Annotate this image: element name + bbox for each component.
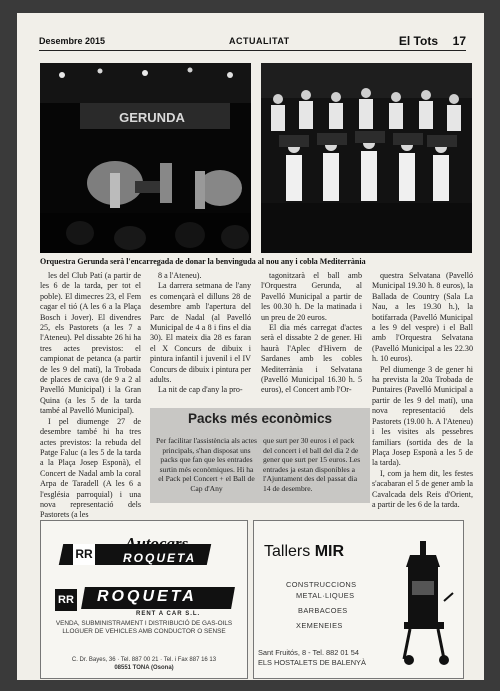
brand-script: Autocars bbox=[125, 534, 189, 553]
packs-title: Packs més econòmics bbox=[187, 411, 333, 426]
ad-line-2: LLOGUER DE VEHICLES AMB CONDUCTOR O SENSE bbox=[62, 628, 226, 635]
packs-text-left: Per facilitar l'assistència als actes principals, s'han disposat uns packs que fan que les entrades surtin més econòmiques. Hi ha el Pack pel Concert + el Ball de Cap d'Any bbox=[156, 436, 257, 493]
paragraph: I pel diumenge 27 de desembre també hi ha tres actes previstos: la rebuda del Patge Faluc (a les 5 de la tarda a la Plaça Josep Esponà), el Concert de Nadal amb la coral Arpa de Taradell (A les 6 a l'església parroquial) i una nova representació dels Pastorets (a les bbox=[40, 416, 141, 520]
paragraph: tagonitzarà el ball amb l'Orquestra Gerunda, al Pavelló Municipal a partir de les 00.30 h. De la matinada i un preu de 20 euros. bbox=[261, 271, 362, 322]
concert-photo bbox=[40, 63, 251, 253]
mir-service: BARBACOES bbox=[298, 606, 348, 615]
ad-line-1: VENDA, SUBMINISTRAMENT I DISTRIBUCIÓ DE GAS-OILS bbox=[55, 620, 233, 627]
ad-address: C. Dr. Bayes, 36 · Tel. 887 00 21 · Tel. i Fax 887 16 13 bbox=[71, 657, 217, 663]
barbecue-illustration bbox=[400, 541, 455, 666]
paragraph: les del Club Patí (a partir de les 6 de la tarda, per tot el poble). El dimecres 23, el Fem cagar el tió (A les 6 a la Plaça Bosch i Jover). El divendres 25, els Pastorets (a les 7 a l'Ateneu). Pel dissabte 26 hi ha tres actes previstos: el campionat de petanca (a partir de les 9 del matí), la Trobada de places de cava (de 9 a 2 al Pavelló Municipal) i la Gran Quina (a les 5 de la tarda també al Pavelló Municipal). bbox=[40, 271, 141, 416]
mir-service: METAL·LIQUES bbox=[296, 591, 355, 600]
ad-city: 08551 TONA (Osona) bbox=[114, 665, 174, 671]
ad-autocars-roqueta bbox=[40, 520, 248, 679]
article-column-3 bbox=[261, 271, 362, 396]
mir-title-bold: MIR bbox=[314, 543, 345, 560]
publication-name: El Tots bbox=[398, 34, 438, 48]
mir-service: XEMENEIES bbox=[296, 621, 343, 630]
paragraph: I, com ja hem dit, les festes s'acabaran el 5 de gener amb la Cavalcada dels Reis d'Orient, a partir de les 6 de la tarda. bbox=[372, 468, 473, 509]
mir-address: Sant Fruitós, 8 - Tel. 882 01 54 bbox=[258, 648, 359, 657]
header-rule bbox=[39, 50, 466, 51]
mir-service: CONSTRUCCIONS bbox=[286, 580, 357, 589]
brand-name: ROQUETA bbox=[123, 551, 197, 565]
rent-name: ROQUETA bbox=[97, 588, 197, 605]
paragraph: Pel diumenge 3 de gener hi ha prevista la 20a Trobada de Puntaires (Pavelló Municipal a partir de les 9 del matí), una nova representació dels Pastorets (19.00 h. A l'Ateneu) i les visites als pessebres familiars (sortida des de la Plaça Josep Esponà a les 5 de la tarda). bbox=[372, 364, 473, 468]
article-column-4 bbox=[372, 271, 473, 510]
newspaper-page bbox=[17, 13, 484, 680]
paragraph: La darrera setmana de l'any es començarà el dilluns 28 de desembre amb l'apertura del Parc de Nadal (al Pavelló Municipal de 4 a 8 i fins el dia 30). El mateix dia 28 es faran el X Concurs de dibuix i pintura infantil i juvenil i el IV Concurs de dibuix i pintura per adults. bbox=[150, 281, 251, 385]
section-name: ACTUALITAT bbox=[229, 36, 290, 46]
article-column-1 bbox=[40, 271, 141, 521]
mir-town: ELS HOSTALETS DE BALENYÀ bbox=[258, 658, 366, 667]
paragraph: 8 a l'Ateneu). bbox=[158, 271, 202, 280]
paragraph: El dia més carregat d'actes serà el dissabte 2 de gener. Hi haurà l'Aplec d'Hivern de Sardanes amb les cobles Mediterrània i Selvatana (Pavelló Municipal 16.30 h. 5 euros), el Concert amb l'Or- bbox=[261, 323, 362, 395]
packs-text-right: que surt per 30 euros i el pack del concert i el ball del dia 2 de gener que surt per 15 euros. Les entrades ja estan disponibles a l'Ajuntament des del passat dia 14 de desembre. bbox=[263, 436, 361, 493]
page-header bbox=[39, 36, 466, 50]
article-column-2 bbox=[150, 271, 251, 396]
stage-banner: GERUNDA bbox=[119, 110, 185, 125]
rent-logo: RR bbox=[55, 589, 77, 611]
packs-box bbox=[150, 408, 370, 503]
paragraph: La nit de cap d'any la pro- bbox=[158, 385, 243, 395]
paragraph: questra Selvatana (Pavelló Municipal 19.30 h. 8 euros), la Ballada de Country (Sala La Nau, a les 19.30 h.), la botifarrada (Pavelló Municipal a les 9 del vespre) i el Ball amb l'Orquestra Selvatana (Pavelló Municipal a les 22.30 h. 10 euros). bbox=[372, 271, 473, 364]
cobla-photo bbox=[261, 63, 472, 253]
ad-tallers-mir bbox=[253, 520, 464, 679]
mir-title-plain: Tallers bbox=[264, 543, 311, 560]
photo-caption: Orquestra Gerunda serà l'encarregada de donar la benvinguda al nou any i cobla Mediterrània bbox=[40, 257, 366, 266]
rent-tagline: RENT A CAR S.L. bbox=[136, 611, 201, 617]
roqueta-logo: RR bbox=[73, 544, 95, 565]
mir-title bbox=[264, 543, 344, 561]
issue-date: Desembre 2015 bbox=[39, 36, 106, 46]
page-number: 17 bbox=[452, 34, 466, 48]
